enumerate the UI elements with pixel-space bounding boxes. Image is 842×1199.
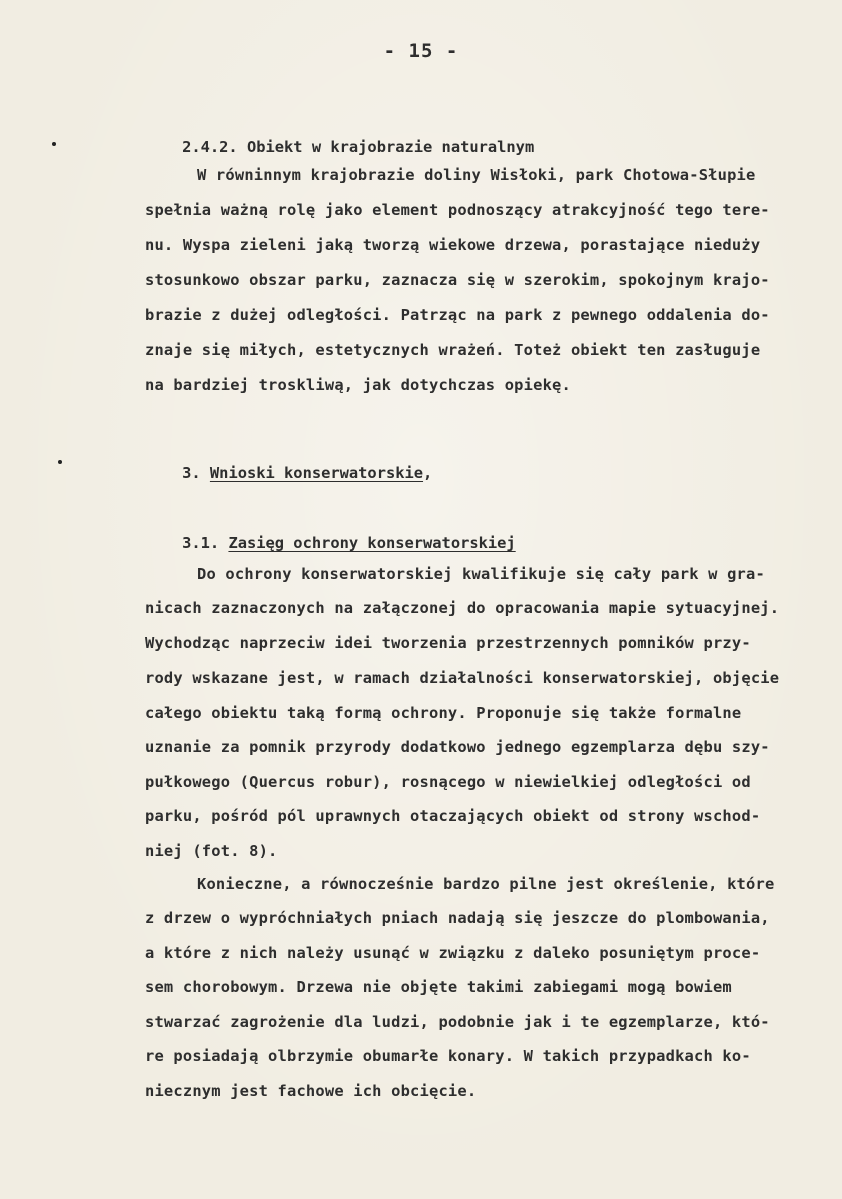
paragraph-line: parku, pośród pól uprawnych otaczających obiekt od strony wschod-: [145, 807, 761, 825]
paragraph-line: całego obiektu taką formą ochrony. Proponuje się także formalne: [145, 704, 742, 722]
section-number: 3.: [182, 464, 201, 482]
paragraph-line: nu. Wyspa zieleni jaką tworzą wiekowe drzewa, porastające nieduży: [145, 236, 761, 254]
paragraph-line: Konieczne, a równocześnie bardzo pilne jest określenie, które: [197, 875, 775, 893]
paragraph-line: stosunkowo obszar parku, zaznacza się w szerokim, spokojnym krajo-: [145, 271, 770, 289]
section-number: 3.1.: [182, 534, 220, 552]
paragraph-line: W równinnym krajobrazie doliny Wisłoki, park Chotowa-Słupie: [197, 166, 756, 184]
paper-speck: [52, 142, 56, 146]
paragraph-line: znaje się miłych, estetycznych wrażeń. Toteż obiekt ten zasługuje: [145, 341, 761, 359]
section-title: Zasięg ochrony konserwatorskiej: [228, 534, 516, 552]
paragraph-line: Do ochrony konserwatorskiej kwalifikuje się cały park w gra-: [197, 565, 765, 583]
section-number: 2.4.2.: [182, 138, 238, 156]
paragraph-line: uznanie za pomnik przyrody dodatkowo jednego egzemplarza dębu szy-: [145, 738, 770, 756]
paragraph-line: brazie z dużej odległości. Patrząc na park z pewnego oddalenia do-: [145, 306, 770, 324]
paper-speck: [58, 460, 62, 464]
paragraph-line: z drzew o wypróchniałych pniach nadają się jeszcze do plombowania,: [145, 909, 770, 927]
paragraph-line: stwarzać zagrożenie dla ludzi, podobnie jak i te egzemplarze, któ-: [145, 1013, 770, 1031]
paragraph-line: a które z nich należy usunąć w związku z daleko posuniętym proce-: [145, 944, 761, 962]
paragraph-line: re posiadają olbrzymie obumarłe konary. W takich przypadkach ko-: [145, 1047, 751, 1065]
paragraph-line: nicach zaznaczonych na załączonej do opracowania mapie sytuacyjnej.: [145, 599, 780, 617]
section-heading-3: [145, 443, 432, 503]
paragraph-line: Wychodząc naprzeciw idei tworzenia przestrzennych pomników przy-: [145, 634, 751, 652]
paragraph-line: rody wskazane jest, w ramach działalności konserwatorskiej, objęcie: [145, 669, 780, 687]
paragraph-line: sem chorobowym. Drzewa nie objęte takimi zabiegami mogą bowiem: [145, 978, 732, 996]
paragraph-line: spełnia ważną rolę jako element podnoszący atrakcyjność tego tere-: [145, 201, 770, 219]
paragraph-line: niej (fot. 8).: [145, 842, 278, 860]
section-title: Wnioski konserwatorskie: [209, 464, 424, 482]
section-trailing: ,: [423, 464, 433, 482]
paragraph-line: pułkowego (Quercus robur), rosnącego w niewielkiej odległości od: [145, 773, 751, 791]
page-number: - 15 -: [383, 40, 459, 62]
section-title: Obiekt w krajobrazie naturalnym: [246, 138, 535, 156]
paragraph-line: niecznym jest fachowe ich obcięcie.: [145, 1082, 477, 1100]
paragraph-line: na bardziej troskliwą, jak dotychczas opiekę.: [145, 376, 571, 394]
